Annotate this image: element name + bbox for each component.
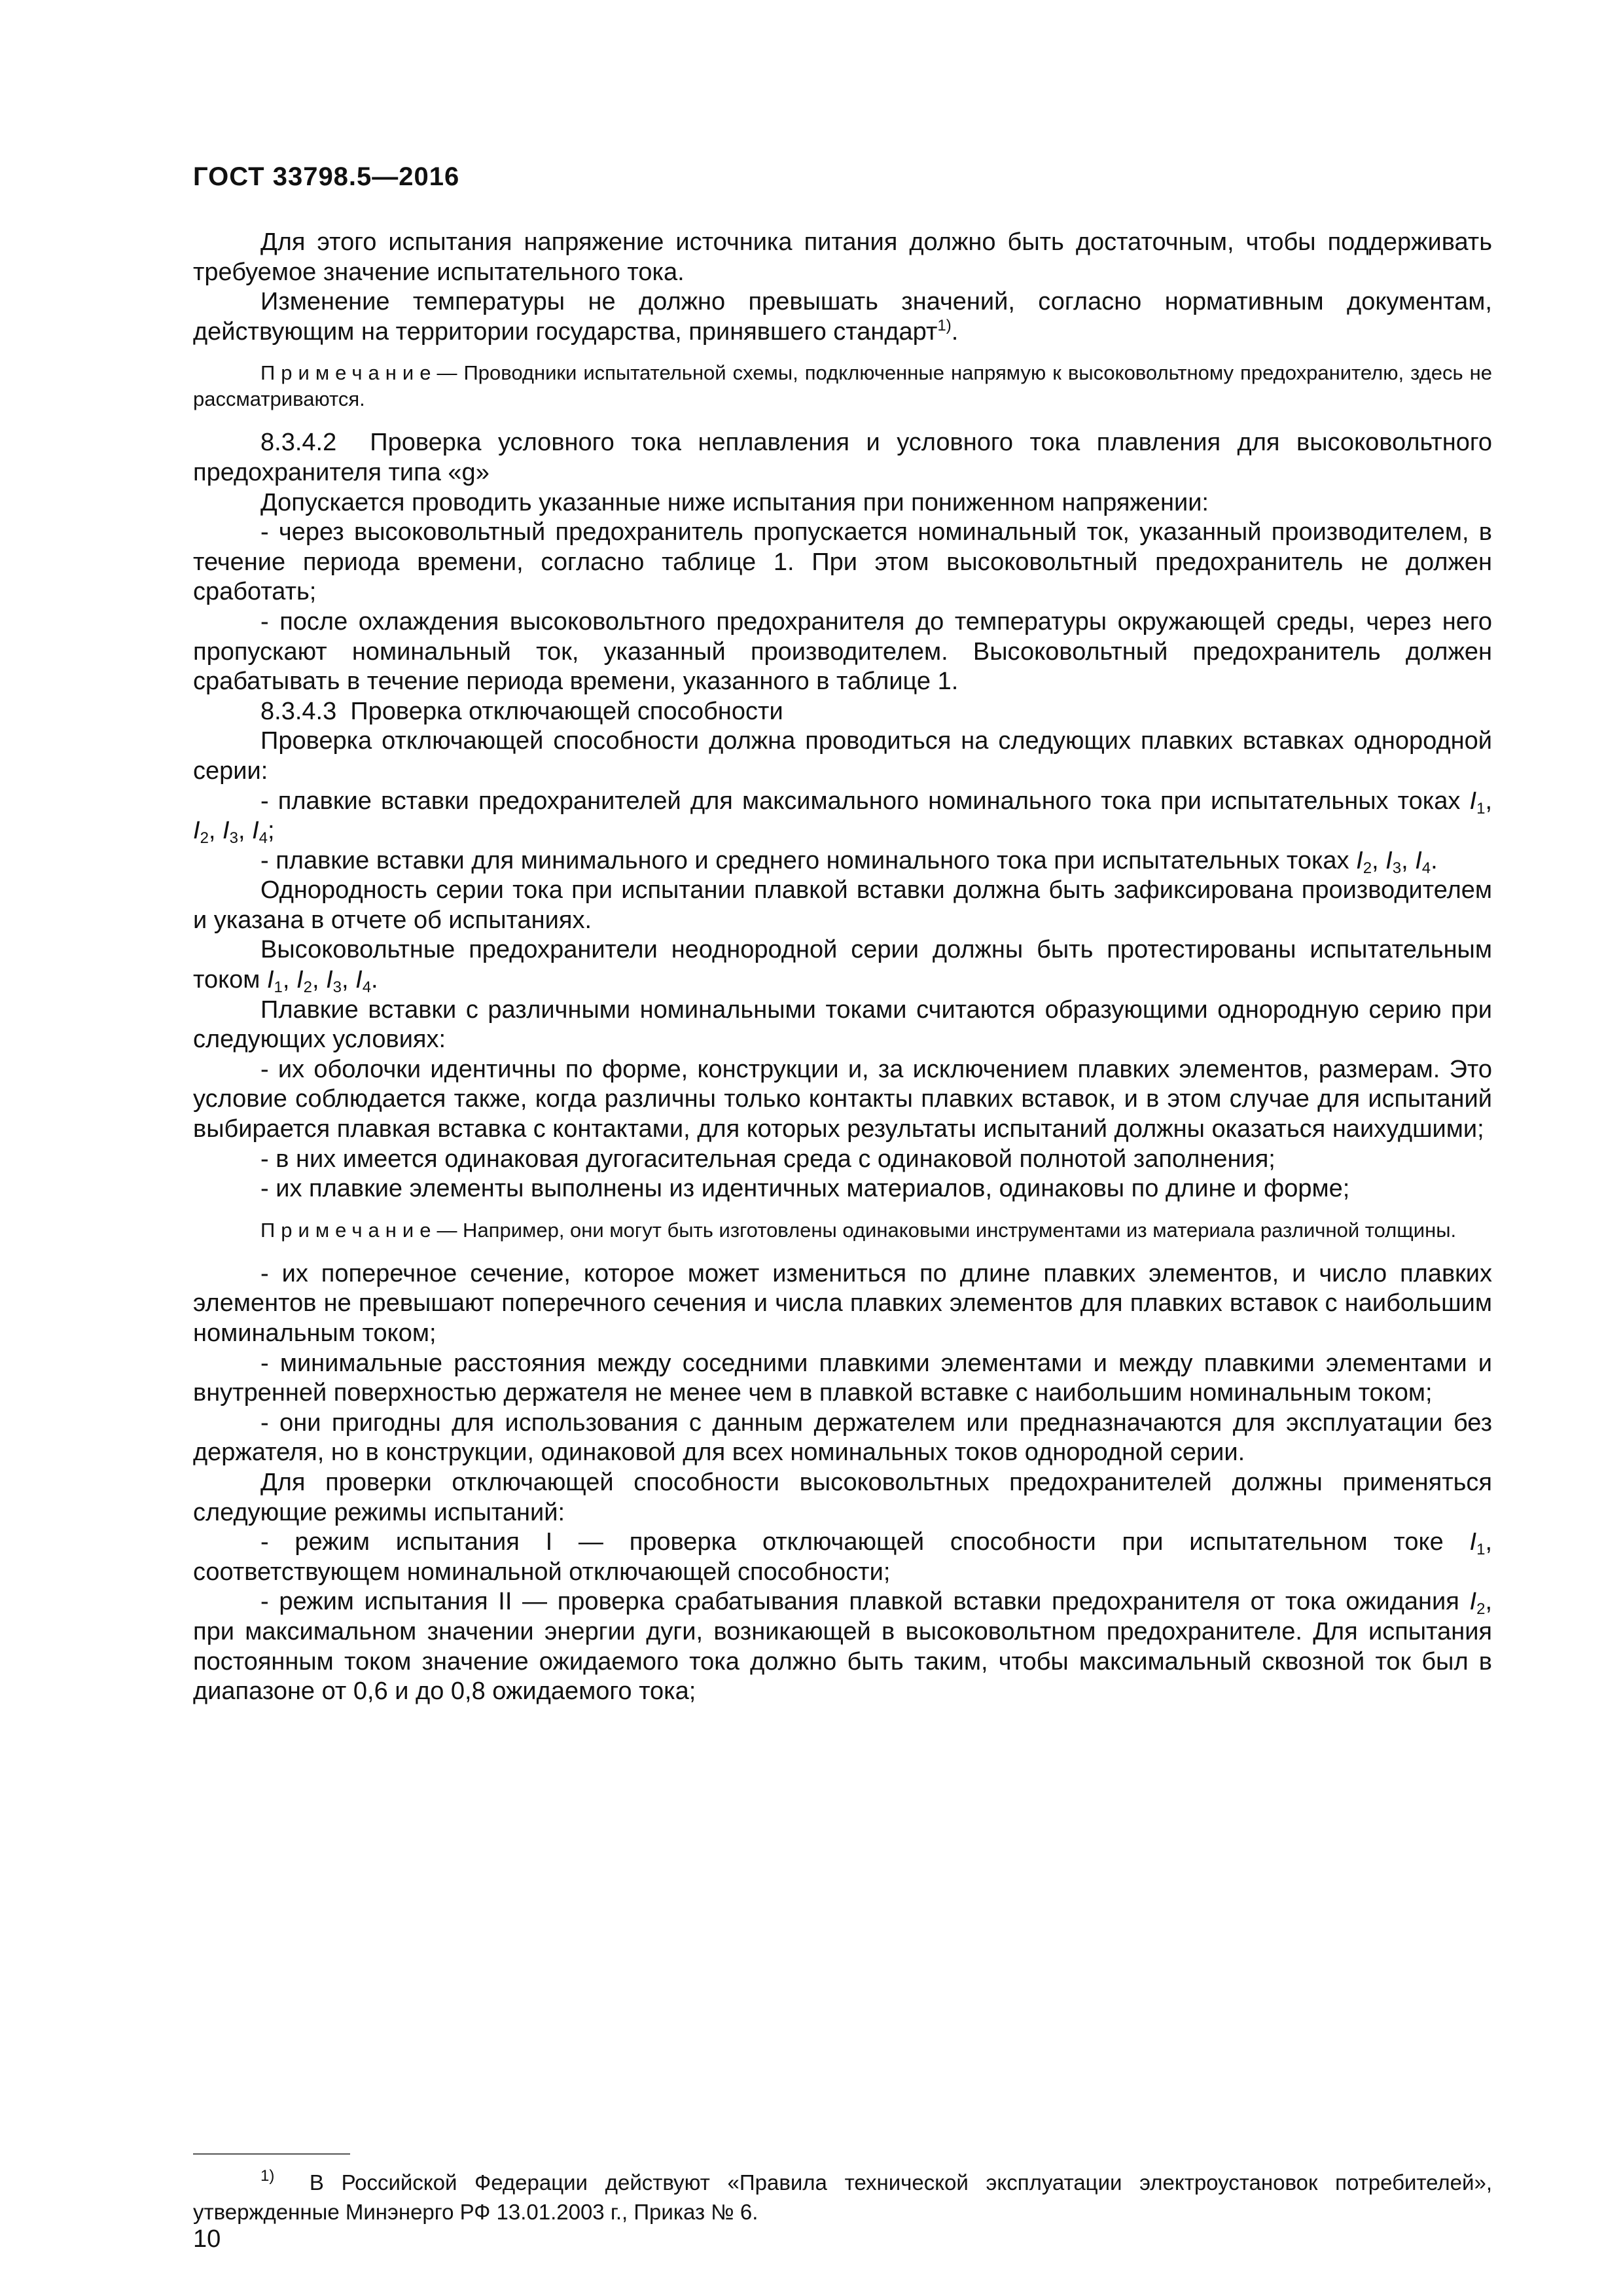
section-number: 8.3.4.3 [260, 697, 337, 725]
paragraph-series-conditions: Плавкие вставки с различными номинальными токами считаются образующими однородную серию при следующих условиях: [193, 996, 1492, 1054]
list-item-mode-1: - режим испытания I — проверка отключающей способности при испытательном токе $I_1$, соответствующем номинальной отключающей способности; [193, 1528, 1492, 1586]
list-item: - их оболочки идентичны по форме, конструкции и, за исключением плавких элементов, размерам. Это условие соблюдается также, когда различны только контакты плавких вставок, и в этом случае для испытаний выбирается плавкая вставка с контактами, для которых результаты испытаний должны оказаться наихудшими; [193, 1055, 1492, 1143]
footnote-divider [193, 2153, 350, 2155]
note-label: Примечание [260, 361, 437, 385]
list-item-max-current: - плавкие вставки предохранителей для максимального номинального тока при испытательных токах $I_1$, $I_2$, $I_3$, $I_4$; [193, 787, 1492, 848]
list-item: - через высоковольтный предохранитель пропускается номинальный ток, указанный производителем, в течение периода времени, согласно таблице 1. При этом высоковольтный предохранитель не должен сработать; [193, 518, 1492, 606]
list-item-mode-2: - режим испытания II — проверка срабатывания плавкой вставки предохранителя от тока ожидания $I_2$, при максимальном значении энергии дуги, возникающей в высоковольтном предохранителе. Для испытания постоянным током значение ожидаемого тока должно быть таким, чтобы максимальный сквозной ток был в диапазоне от 0,6 и до 0,8 ожидаемого тока; [193, 1588, 1493, 1706]
paragraph-test-modes: Для проверки отключающей способности высоковольтных предохранителей должны применяться следующие режимы испытаний: [193, 1468, 1492, 1526]
page-number: 10 [193, 2225, 221, 2253]
footnote-text: В Российской Федерации действуют «Правила технической эксплуатации электроустановок потребителей», утвержденные Минэнерго РФ 13.01.2003 г., Приказ № 6. [193, 2170, 1492, 2224]
document-header: ГОСТ 33798.5—2016 [193, 162, 460, 191]
paragraph-homogeneity: Однородность серии тока при испытании плавкой вставки должна быть зафиксирована производителем и указана в отчете об испытаниях. [193, 876, 1492, 934]
paragraph-low-voltage: Допускается проводить указанные ниже испытания при пониженном напряжении: [260, 488, 1209, 516]
footnote-ref: 1) [937, 316, 952, 334]
paragraph-voltage: Для этого испытания напряжение источника питания должно быть достаточным, чтобы поддерживать требуемое значение испытательного тока. [193, 228, 1492, 286]
paragraph-temperature: Изменение температуры не должно превышать значений, согласно нормативным документам, действующим на территории государства, принявшего стандарт$^{1)}$. [193, 288, 1492, 346]
footnote-mark: 1) [260, 2167, 275, 2185]
paragraph-breaking-series: Проверка отключающей способности должна проводиться на следующих плавких вставках однородной серии: [193, 727, 1492, 785]
list-item: - их плавкие элементы выполнены из идентичных материалов, одинаковы по длине и форме; [260, 1175, 1350, 1203]
section-title: Проверка условного тока неплавления и условного тока плавления для высоковольтного предохранителя типа «g» [193, 429, 1492, 486]
page-content [193, 228, 1492, 1707]
footnote [193, 2168, 1492, 2227]
list-item: - после охлаждения высоковольтного предохранителя до температуры окружающей среды, через него пропускают номинальный ток, указанный производителем. Высоковольтный предохранитель должен срабатывать в течение периода времени, указанного в таблице 1. [193, 607, 1492, 696]
list-item-min-current: - плавкие вставки для минимального и среднего номинального тока при испытательных токах $I_2$, $I_3$, $I_4$. [260, 846, 1438, 877]
paragraph-nonhomogeneous: Высоковольтные предохранители неоднородной серии должны быть протестированы испытательным током $I_1$, $I_2$, $I_3$, $I_4$. [193, 936, 1492, 997]
note-label: Примечание [260, 1218, 437, 1242]
note-1 [193, 360, 1492, 412]
note-2-text: — Например, они могут быть изготовлены одинаковыми инструментами из материала различной толщины. [437, 1218, 1457, 1242]
section-title: Проверка отключающей способности [350, 697, 783, 725]
section-number: 8.3.4.2 [260, 429, 337, 457]
note-2 [193, 1217, 1492, 1244]
section-8-3-4-2 [193, 428, 1492, 488]
section-8-3-4-3 [193, 697, 1492, 727]
list-item: - минимальные расстояния между соседними плавкими элементами и между плавкими элементами и внутренней поверхностью держателя не менее чем в плавкой вставке с наибольшим номинальным током; [193, 1349, 1492, 1407]
list-item: - они пригодны для использования с данным держателем или предназначаются для эксплуатации без держателя, но в конструкции, одинаковой для всех номинальных токов однородной серии. [193, 1408, 1492, 1467]
note-1-text: — Проводники испытательной схемы, подключенные напрямую к высоковольтному предохранителю, здесь не рассматриваются. [193, 361, 1492, 411]
list-item: - их поперечное сечение, которое может измениться по длине плавких элементов, и число плавких элементов не превышают поперечного сечения и числа плавких элементов для плавких вставок с наибольшим номинальным током; [193, 1259, 1492, 1347]
list-item: - в них имеется одинаковая дугогасительная среда с одинаковой полнотой заполнения; [260, 1145, 1275, 1173]
